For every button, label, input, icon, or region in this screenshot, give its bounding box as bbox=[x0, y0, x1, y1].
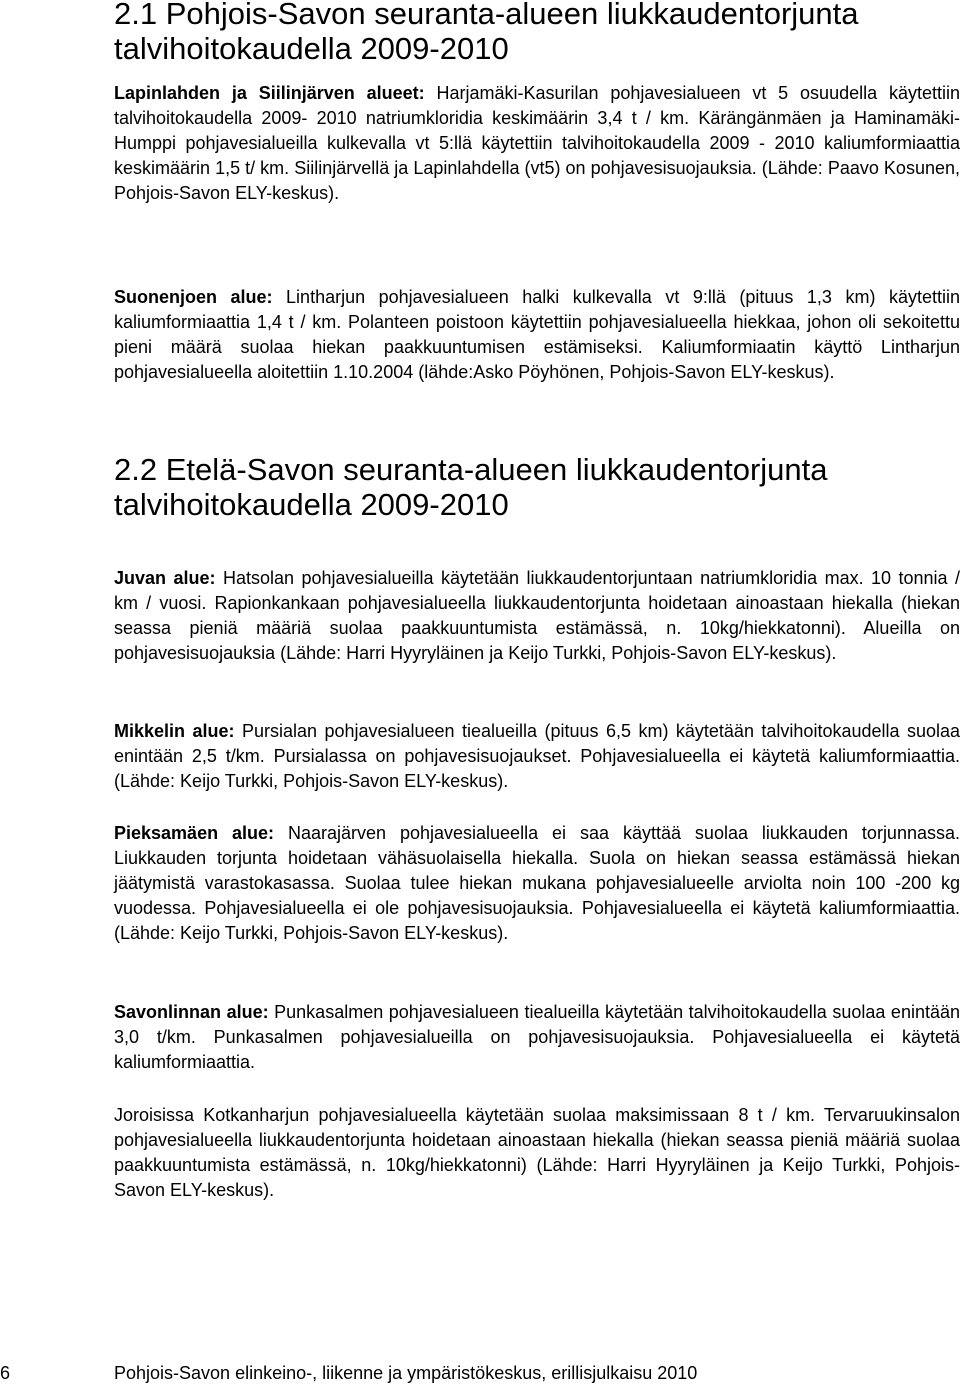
page-number: 6 bbox=[0, 1363, 11, 1383]
paragraph-text: Hatsolan pohjavesialueilla käytetään liukkaudentorjuntaan natriumkloridia max. 10 tonnia / km / vuosi. Rapionkankaan pohjavesialueella liukkaudentorjunta hoidetaan ainoastaan hiekalla (hiekan seassa pieniä määriä suolaa paakkuuntumista estämässä, n. 10kg/hiekkatonni). Alueilla on pohjavesisuojauksia (Lähde: Harri Hyyryläinen ja Keijo Turkki, Pohjois-Savon ELY-keskus). bbox=[114, 568, 960, 663]
area-label: Mikkelin alue: bbox=[114, 721, 235, 741]
section-title-2-1 bbox=[114, 0, 960, 66]
paragraph-text: Pursialan pohjavesialueen tiealueilla (pituus 6,5 km) käytetään talvihoitokaudella suolaa enintään 2,5 t/km. Pursialassa on pohjavesisuojaukset. Pohjavesialueella ei käytetä kaliumformiaattia. (Lähde: Keijo Turkki, Pohjois-Savon ELY-keskus). bbox=[114, 721, 960, 791]
area-label: Juvan alue: bbox=[114, 568, 216, 588]
section-title-line2: talvihoitokaudella 2009-2010 bbox=[114, 31, 509, 66]
paragraph-joroinen bbox=[114, 1103, 960, 1203]
section-title-line2: talvihoitokaudella 2009-2010 bbox=[114, 487, 509, 522]
area-label: Savonlinnan alue: bbox=[114, 1002, 269, 1022]
paragraph-mikkeli bbox=[114, 719, 960, 794]
section-title-line1: 2.2 Etelä-Savon seuranta-alueen liukkaudentorjunta bbox=[114, 452, 828, 487]
area-label: Suonenjoen alue: bbox=[114, 287, 273, 307]
paragraph-text: Naarajärven pohjavesialueella ei saa käyttää suolaa liukkauden torjunnassa. Liukkauden torjunta hoidetaan vähäsuolaisella hiekalla. Suola on hiekan seassa estämässä hiekan jäätymistä varastokasassa. Suolaa tulee hiekan mukana pohjavesialueelle arviolta noin 100 -200 kg vuodessa. Pohjavesialueella ei ole pohjavesisuojauksia. Pohjavesialueella ei käytetä kaliumformiaattia. (Lähde: Keijo Turkki, Pohjois-Savon ELY-keskus). bbox=[114, 823, 960, 943]
paragraph-text: Lintharjun pohjavesialueen halki kulkevalla vt 9:llä (pituus 1,3 km) käytettiin kaliumformiaattia 1,4 t / km. Polanteen poistoon käytettiin pohjavesialueella hiekkaa, johon oli sekoitettu pieni määrä suolaa hiekan paakkuuntumisen estämiseksi. Kaliumformiaatin käyttö Lintharjun pohjavesialueella aloitettiin 1.10.2004 (lähde:Asko Pöyhönen, Pohjois-Savon ELY-keskus). bbox=[114, 287, 960, 382]
paragraph-suonenjoki bbox=[114, 285, 960, 385]
paragraph-text: Joroisissa Kotkanharjun pohjavesialueella käytetään suolaa maksimissaan 8 t / km. Tervaruukinsalon pohjavesialueella liukkaudentorjunta hoidetaan ainoastaan hiekalla (hiekan seassa pieniä määriä suolaa paakkuuntumista estämässä, n. 10kg/hiekkatonni) (Lähde: Harri Hyyryläinen ja Keijo Turkki, Pohjois-Savon ELY-keskus). bbox=[114, 1105, 960, 1200]
section-title-line1: 2.1 Pohjois-Savon seuranta-alueen liukkaudentorjunta bbox=[114, 0, 859, 31]
paragraph-lapinlahti-siilinjarvi bbox=[114, 81, 960, 206]
area-label: Pieksamäen alue: bbox=[114, 823, 275, 843]
paragraph-savonlinna bbox=[114, 1000, 960, 1075]
section-title-2-2 bbox=[114, 452, 960, 522]
paragraph-pieksamaki bbox=[114, 821, 960, 946]
paragraph-juva bbox=[114, 566, 960, 666]
area-label: Lapinlahden ja Siilinjärven alueet: bbox=[114, 83, 425, 103]
footer-publication-text: Pohjois-Savon elinkeino-, liikenne ja ympäristökeskus, erillisjulkaisu 2010 bbox=[114, 1363, 698, 1383]
page-footer bbox=[0, 1361, 960, 1387]
paragraph-text: Punkasalmen pohjavesialueen tiealueilla käytetään talvihoitokaudella suolaa enintään 3,0 t/km. Punkasalmen pohjavesialueilla on pohjavesisuojauksia. Pohjavesialueella ei käytetä kaliumformiaattia. bbox=[114, 1002, 960, 1072]
paragraph-text: Harjamäki-Kasurilan pohjavesialueen vt 5 osuudella käytettiin talvihoitokaudella 2009- 2010 natriumkloridia keskimäärin 3,4 t / km. Kärängänmäen ja Haminamäki-Humppi pohjavesialueilla kulkevalla vt 5:llä käytettiin talvihoitokaudella 2009 - 2010 kaliumformiaattia keskimäärin 1,5 t/ km. Siilinjärvellä ja Lapinlahdella (vt5) on pohjavesisuojauksia. (Lähde: Paavo Kosunen, Pohjois-Savon ELY-keskus). bbox=[114, 83, 960, 203]
